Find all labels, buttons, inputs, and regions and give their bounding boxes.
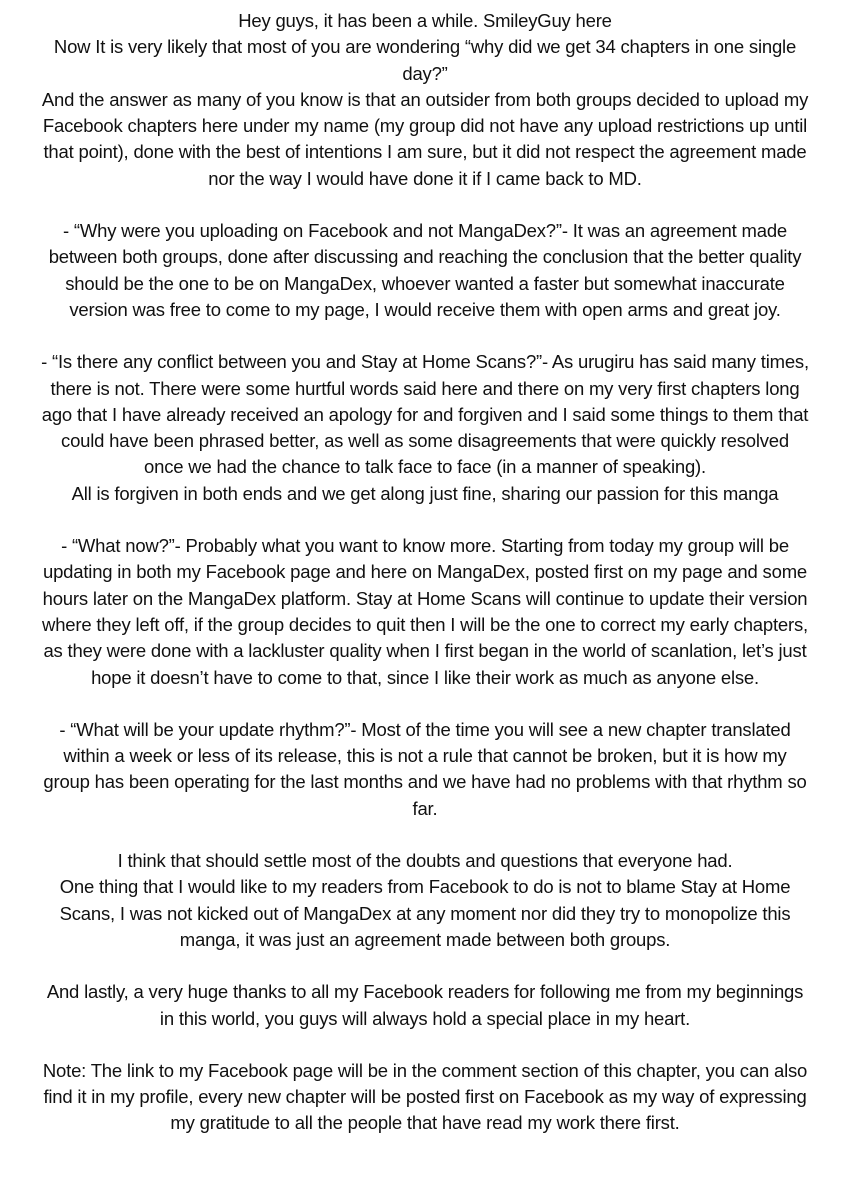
settle-line: I think that should settle most of the doubts and questions that everyone had. <box>117 850 733 872</box>
faq-rhythm-paragraph: - “What will be your update rhythm?”- Most of the time you will see a new chapter translated within a week or less of its release, this is not a rule that cannot be broken, but it is how my group has been operating for the last months and we have had no problems with that rhythm so far. <box>43 718 807 819</box>
note-paragraph: Note: The link to my Facebook page will be in the comment section of this chapter, you can also find it in my profile, every new chapter will be posted first on Facebook as my way of expressing my gratitude to all the people that have read my work there first. <box>42 1059 808 1134</box>
explanation-line: And the answer as many of you know is that an outsider from both groups decided to upload my Facebook chapters here under my name (my group did not have any upload restrictions up until that point), done with the best of intentions I am sure, but it did not respect the agreement made nor the way I would have done it if I came back to MD. <box>41 88 809 189</box>
question-line: Now It is very likely that most of you are wondering “why did we get 34 chapters in one single day?” <box>53 36 797 84</box>
forgiven-line: All is forgiven in both ends and we get along just fine, sharing our passion for this manga <box>71 482 779 504</box>
intro-paragraph <box>40 8 810 192</box>
greeting-line: Hey guys, it has been a while. SmileyGuy here <box>238 10 612 31</box>
conflict-answer-line: - “Is there any conflict between you and Stay at Home Scans?”- As urugiru has said many times, there is not. There were some hurtful words said here and there on my very first chapters long ago that I have already received an apology for and forgiven and I said some things to them that could have been phrased better, as well as some disagreements that were quickly resolved once we had the chance to talk face to face (in a manner of speaking). <box>41 351 809 478</box>
blame-line: One thing that I would like to my readers from Facebook to do is not to blame Stay at Home Scans, I was not kicked out of MangaDex at any moment nor did they try to monopolize this manga, it was just an agreement made between both groups. <box>59 876 791 950</box>
thanks-paragraph: And lastly, a very huge thanks to all my Facebook readers for following me from my beginnings in this world, you guys will always hold a special place in my heart. <box>46 981 804 1029</box>
faq-what-now-paragraph: - “What now?”- Probably what you want to know more. Starting from today my group will be updating in both my Facebook page and here on MangaDex, posted first on my page and some hours later on the MangaDex platform. Stay at Home Scans will continue to update their version where they left off, if the group decides to quit then I will be the one to correct my early chapters, as they were done with a lackluster quality when I first began in the world of scanlation, let’s just hope it doesn’t have to come to that, since I like their work as much as anyone else. <box>42 535 808 688</box>
faq-conflict-paragraph <box>40 349 810 507</box>
settle-paragraph <box>40 848 810 953</box>
faq-facebook-paragraph: - “Why were you uploading on Facebook and not MangaDex?”- It was an agreement made between both groups, done after discussing and reaching the conclusion that the better quality should be the one to be on MangaDex, whoever wanted a faster but somewhat inaccurate version was free to come to my page, I would receive them with open arms and great joy. <box>48 220 802 320</box>
